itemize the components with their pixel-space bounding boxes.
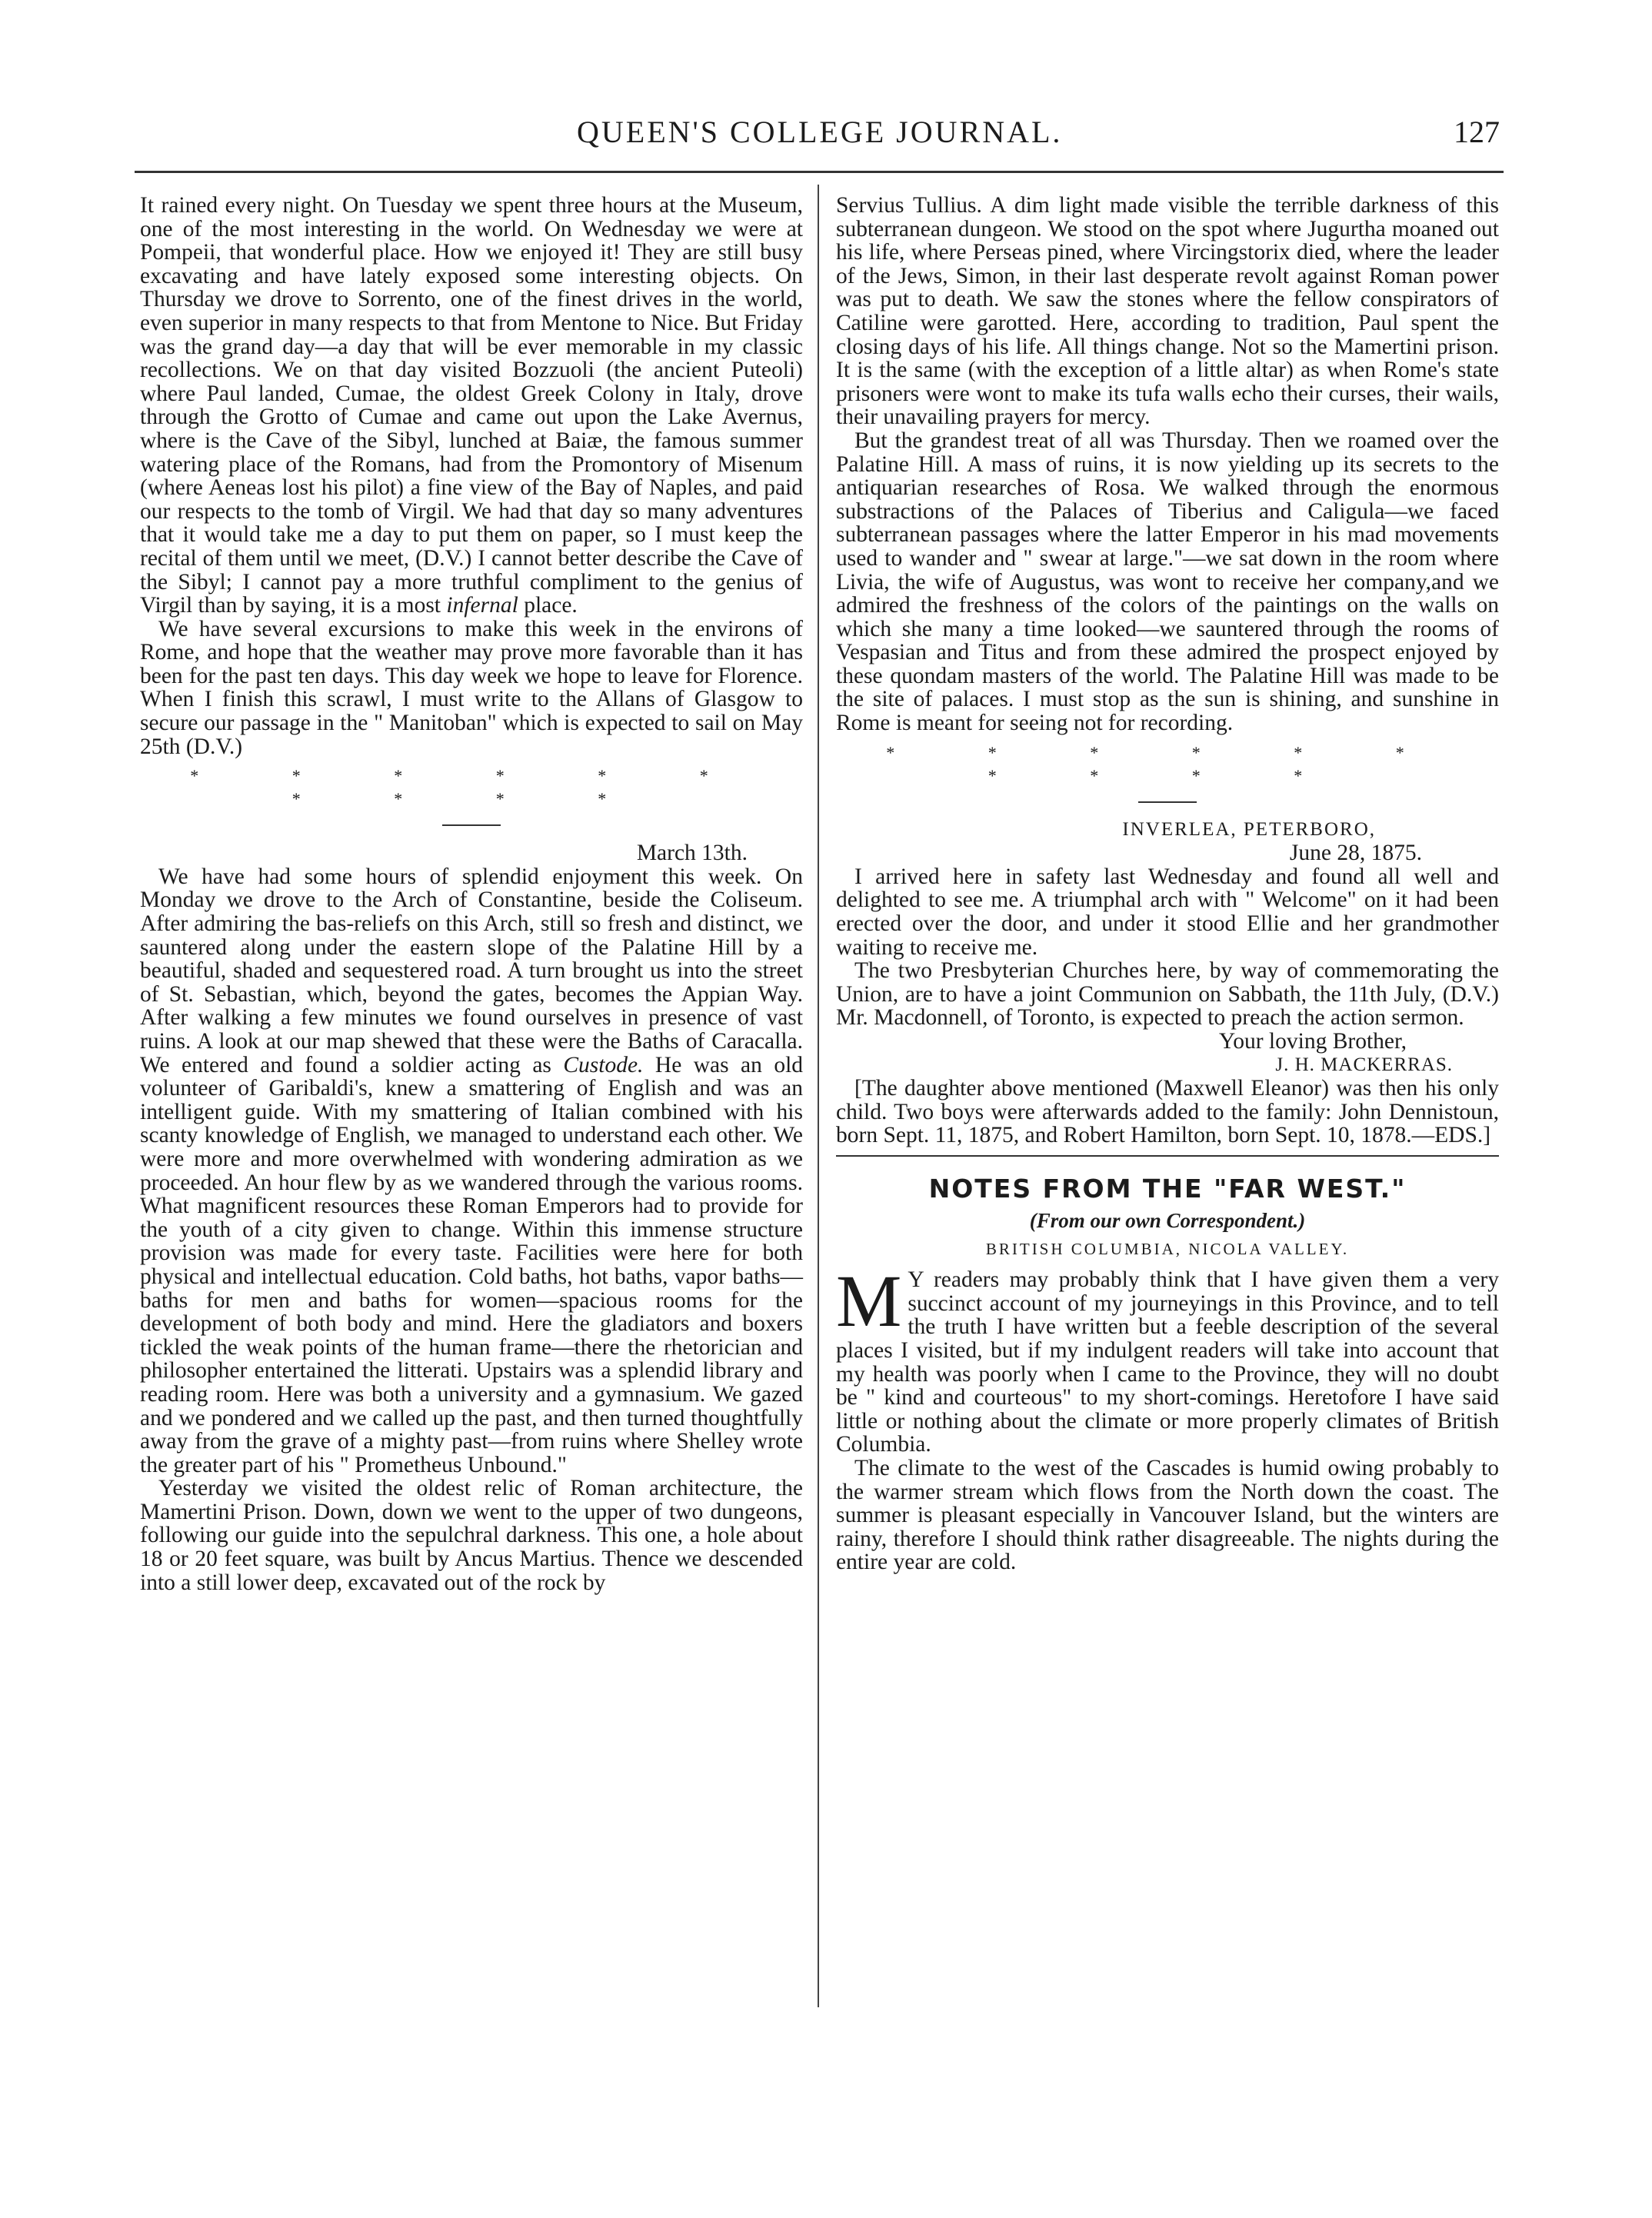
letter-signature: J. H. MACKERRAS. bbox=[1275, 1054, 1453, 1075]
article-rule bbox=[836, 1155, 1499, 1157]
paragraph: The climate to the west of the Cascades is humid owing probably to the warmer stream which flows from the North down the coast. The summer is pleasant especially in Vancouver Island, but the winters are rainy, therefore I should think rather disagreeable. The nights during the entire year are cold. bbox=[836, 1455, 1499, 1575]
paragraph: I arrived here in safety last Wednesday and found all well and delighted to see me. A triumphal arch with " Welcome" on it had been erected over the door, and under it stood Ellie and her grandmother waiting to receive me. bbox=[836, 864, 1499, 960]
editor-note: [The daughter above mentioned (Maxwell Eleanor) was then his only child. Two boys were afterwards added to the family: John Dennistoun, born Sept. 11, 1875, and Robert Hamilton, born Sept. 10, 1878.—EDS.] bbox=[836, 1076, 1499, 1148]
header-rule bbox=[135, 171, 1504, 173]
paragraph: Servius Tullius. A dim light made visible the terrible darkness of this subterranean dungeon. We stood on the spot where Jugurtha moaned out his life, where Perseas pined, where Vircingstorix died, where the leader of the Jews, Simon, in their last desperate revolt against Roman power was put to death. We saw the stones where the fellow conspirators of Catiline were garotted. Here, according to tradition, Paul spent the closing days of his life. All things change. Not so the Mamertini prison. It is the same (with the exception of a little altar) as when Rome's state prisoners were wont to make its tufa walls echo their curses, their wails, their unavailing prayers for mercy. bbox=[836, 193, 1499, 430]
right-column bbox=[836, 194, 1499, 1574]
section-stars: * * * * * * * * * * bbox=[886, 742, 1449, 785]
paragraph: M Y readers may probably think that I have given them a very succinct account of my journeyings in this Province, and to tell the truth I have written but a feeble description of the several places I visited, but if my indulgent readers will take into account that my health was poorly when I came to the Province, they will no doubt be " kind and courteous" to my short-comings. Heretofore I have said little or nothing about the climate or more properly climates of British Columbia. bbox=[836, 1260, 1499, 1457]
letter-address: INVERLEA, PETERBORO, bbox=[1122, 818, 1376, 840]
paragraph: But the grandest treat of all was Thursday. Then we roamed over the Palatine Hill. A mass of ruins, it is now yielding up its secrets to the antiquarian researches of Rosa. We walked through the enormous substractions of the Palaces of Tiberius and Caligula—we faced subterranean passages where the latter Emperor in his mad movements used to wander and " swear at large."—we sat down in the room where Livia, the wife of Augustus, was wont to receive her company,and we admired the freshness of the colors of the paintings on the walls on which she many a time looked—we sauntered through the rooms of Vespasian and Titus and from these admired the prospect enjoyed by these quondam masters of the world. The Palatine Hill was made to be the site of palaces. I must stop as the sun is shining, and sunshine in Rome is meant for seeing not for recording. bbox=[836, 428, 1499, 736]
italic-word: Custode. bbox=[563, 1052, 644, 1077]
section-rule bbox=[1138, 801, 1197, 803]
letter-closing: Your loving Brother, bbox=[1218, 1029, 1407, 1054]
paragraph: We have had some hours of splendid enjoyment this week. On Monday we drove to the Arch of Constantine, beside the Coliseum. After admiring the bas-reliefs on this Arch, still so fresh and distinct, we sauntered along under the eastern slope of the Palatine Hill by a beautiful, shaded and sequestered road. A turn brought us into the street of St. Sebastian, which, beyond the gates, becomes the Appian Way. After walking a few minutes we found ourselves in presence of vast ruins. A look at our map shewed that these were the Baths of Caracalla. We entered and found a soldier acting as Custode. He was an old volunteer of Garibaldi's, knew a smattering of English and was an intelligent guide. With my smattering of Italian combined with his scanty knowledge of English, we managed to understand each other. We were more and more overwhelmed with wondering admiration as we proceeded. An hour flew by as we wandered through the various rooms. What magnificent resources these Roman Emperors had to provide for the youth of a city given to change. Within this immense structure provision was made for every taste. Facilities were here for both physical and intellectual education. Cold baths, hot baths, vapor baths—baths for men and baths for women—spacious rooms for the development of both body and mind. Here the gladiators and boxers tickled the weak points of the human frame—there the rhetorician and philosopher entertained the litterati. Upstairs was a splendid library and reading room. Here was both a university and a gymnasium. We gazed and we pondered and we called up the past, and then turned thoughtfully away from the grave of a mighty past—from ruins where Shelley wrote the greater part of his " Prometheus Unbound." bbox=[140, 864, 804, 1477]
section-rule bbox=[442, 824, 501, 826]
article-subheading: (From our own Correspondent.) bbox=[1029, 1208, 1306, 1232]
left-column bbox=[140, 194, 803, 1594]
paragraph: The two Presbyterian Churches here, by way of commemorating the Union, are to have a joint Communion on Sabbath, the 11th July, (D.V.) Mr. Macdonnell, of Toronto, is expected to preach the action sermon. bbox=[836, 958, 1499, 1031]
paragraph: Yesterday we visited the oldest relic of Roman architecture, the Mamertini Prison. Down, down we went to the upper of two dungeons, following our guide into the sepulchral darkness. This one, a hole about 18 or 20 feet square, was built by Ancus Martius. Thence we descended into a still lower deep, excavated out of the rock by bbox=[140, 1476, 803, 1595]
section-stars: * * * * * * * * * * bbox=[190, 766, 753, 809]
page-number: 127 bbox=[1454, 115, 1500, 149]
article-location: BRITISH COLUMBIA, NICOLA VALLEY. bbox=[985, 1239, 1350, 1258]
paragraph: It rained every night. On Tuesday we spent three hours at the Museum, one of the most interesting in the world. On Wednesday we were at Pompeii, that wonderful place. How we enjoyed it! They are still busy excavating and have lately exposed some interesting objects. On Thursday we drove to Sorrento, one of the finest drives in the world, even superior in many respects to that from Mentone to Nice. But Friday was the grand day—a day that will be ever memorable in my classic recollections. We on that day visited Bozzuoli (the ancient Puteoli) where Paul landed, Cumae, the oldest Greek Colony in Italy, drove through the Grotto of Cumae and came out upon the Lake Avernus, where is the Cave of the Sibyl, lunched at Baiæ, the famous summer watering place of the Romans, had from the Promontory of Misenum (where Aeneas lost his pilot) a fine view of the Bay of Naples, and paid our respects to the tomb of Virgil. We had that day so many adventures that it would take me a day to put them on paper, so I must keep the recital of them until we meet, (D.V.) I cannot better describe the Cave of the Sibyl; I cannot pay a more truthful compliment to the genius of Virgil than by saying, it is a most infernal place. bbox=[140, 193, 803, 618]
letter-date: June 28, 1875. bbox=[1289, 841, 1422, 866]
running-title: QUEEN'S COLLEGE JOURNAL. bbox=[577, 115, 1063, 149]
column-divider bbox=[818, 185, 819, 2007]
italic-word: infernal bbox=[446, 593, 518, 618]
letter-date: March 13th. bbox=[636, 841, 748, 866]
drop-cap: M bbox=[836, 1260, 902, 1343]
paragraph: We have several excursions to make this week in the environs of Rome, and hope that the weather may prove more favorable than it has been for the past ten days. This day week we hope to leave for Florence. When I finish this scrawl, I must write to the Allans of Glasgow to secure our passage in the " Manitoban" which is expected to sail on May 25th (D.V.) bbox=[140, 616, 803, 759]
article-heading: NOTES FROM THE "FAR WEST." bbox=[928, 1173, 1407, 1204]
page-header bbox=[162, 114, 1500, 160]
